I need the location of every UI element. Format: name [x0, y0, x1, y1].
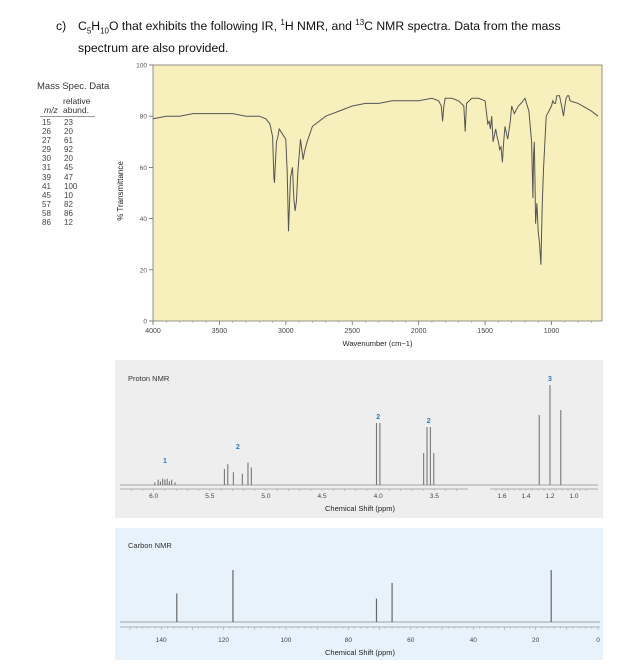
mass-spec-abund: 45: [64, 163, 73, 173]
mass-spec-mz: 27: [42, 136, 51, 146]
proton-x-axis-label: Chemical Shift (ppm): [324, 504, 396, 513]
ir-x-tick-label: 3000: [278, 328, 294, 335]
proton-integration-label: 2: [426, 418, 431, 425]
proton-x-tick-label: 3.5: [429, 493, 439, 500]
mass-spec-mz: 45: [42, 190, 51, 200]
proton-peak: [155, 479, 175, 485]
question-label: c): [56, 19, 67, 34]
carbon-x-tick-label: 120: [218, 637, 230, 644]
carbon-nmr-title: Carbon NMR: [128, 541, 172, 550]
mass-spec-mz: 15: [42, 118, 51, 127]
mass-spec-mz: 86: [42, 218, 51, 228]
mass-spec-mz: 26: [42, 127, 51, 137]
proton-peak: [424, 427, 434, 485]
mass-spec-title: Mass Spec. Data: [37, 81, 110, 92]
proton-peak: [539, 385, 561, 485]
ir-y-tick-label: 60: [139, 164, 147, 172]
mass-spec-header-mz: m/z: [44, 105, 58, 115]
mass-spec-mz: 31: [42, 163, 51, 173]
ir-x-tick-label: 3500: [211, 328, 228, 335]
ir-y-axis-label: % Transmittance: [116, 161, 125, 221]
question-line-2: spectrum are also provided.: [78, 40, 229, 55]
mass-spec-mz: 57: [42, 199, 51, 209]
carbon-x-tick-label: 100: [280, 637, 292, 644]
ir-x-tick-label: 2500: [344, 328, 361, 335]
proton-nmr-title: Proton NMR: [128, 374, 170, 383]
proton-integration-label: 3: [548, 376, 552, 383]
ir-x-axis-label: Wavenumber (cm−1): [342, 339, 413, 348]
mass-spec-mz: 39: [42, 172, 51, 182]
carbon-x-axis-label: Chemical Shift (ppm): [324, 648, 396, 657]
proton-integration-label: 2: [376, 414, 381, 421]
ir-x-tick-label: 2000: [410, 328, 427, 335]
proton-x-tick-label: 4.5: [317, 493, 327, 500]
mass-spec-abund: 100: [64, 181, 78, 191]
mass-spec-abund: 92: [64, 145, 73, 155]
mass-spec-abund: 23: [64, 118, 73, 127]
proton-x-tick-label: 1.0: [569, 493, 579, 500]
carbon-x-tick-label: 140: [155, 637, 167, 644]
proton-x-tick-label: 5.5: [205, 493, 215, 500]
ir-x-tick-label: 1500: [477, 328, 493, 335]
ir-y-tick-label: 40: [139, 216, 147, 224]
mass-spec-abund: 82: [64, 199, 73, 209]
proton-x-tick-label: 1.6: [497, 493, 507, 500]
carbon-x-tick-label: 80: [344, 637, 353, 644]
proton-peak: [224, 463, 251, 485]
proton-x-tick-label: 5.0: [261, 493, 271, 500]
ir-y-tick-label: 0: [143, 318, 147, 326]
carbon-x-tick-label: 0: [596, 637, 600, 644]
proton-x-tick-label: 6.0: [149, 493, 159, 500]
ir-x-tick-label: 4000: [145, 328, 161, 335]
mass-spec-abund: 10: [64, 190, 73, 200]
mass-spec-abund: 20: [64, 154, 73, 164]
ir-y-tick-label: 100: [136, 62, 147, 70]
proton-integration-label: 2: [235, 444, 240, 451]
mass-spec-abund: 47: [64, 172, 73, 182]
mass-spec-abund: 20: [64, 127, 73, 137]
mass-spec-mz: 58: [42, 208, 51, 218]
mass-spec-mz: 30: [42, 154, 51, 164]
carbon-x-tick-label: 40: [469, 637, 477, 644]
ir-y-tick-label: 20: [139, 267, 147, 275]
proton-x-tick-label: 1.2: [545, 493, 555, 500]
proton-integration-label: 1: [162, 458, 167, 465]
mass-spec-header-relative: relative: [63, 96, 91, 106]
carbon-x-tick-label: 60: [407, 637, 415, 644]
mass-spec-abund: 86: [64, 208, 73, 218]
carbon-x-tick-label: 20: [531, 637, 540, 644]
ir-y-tick-label: 80: [139, 113, 147, 121]
proton-x-tick-label: 4.0: [373, 493, 383, 500]
proton-x-tick-label: 1.4: [521, 493, 531, 500]
mass-spec-abund: 12: [64, 218, 73, 228]
mass-spec-abund: 61: [64, 136, 73, 146]
mass-spec-header-abund: abund.: [63, 105, 89, 115]
proton-peak: [377, 423, 380, 485]
ir-x-tick-label: 1000: [543, 328, 560, 335]
mass-spec-mz: 29: [42, 145, 51, 155]
question-line-1: $C_5H_{10}O$ that exhibits the following IR, $^1$H NMR, and $^{13}$C NMR spectra. Data from the mass: [78, 18, 561, 36]
mass-spec-mz: 41: [42, 181, 51, 191]
